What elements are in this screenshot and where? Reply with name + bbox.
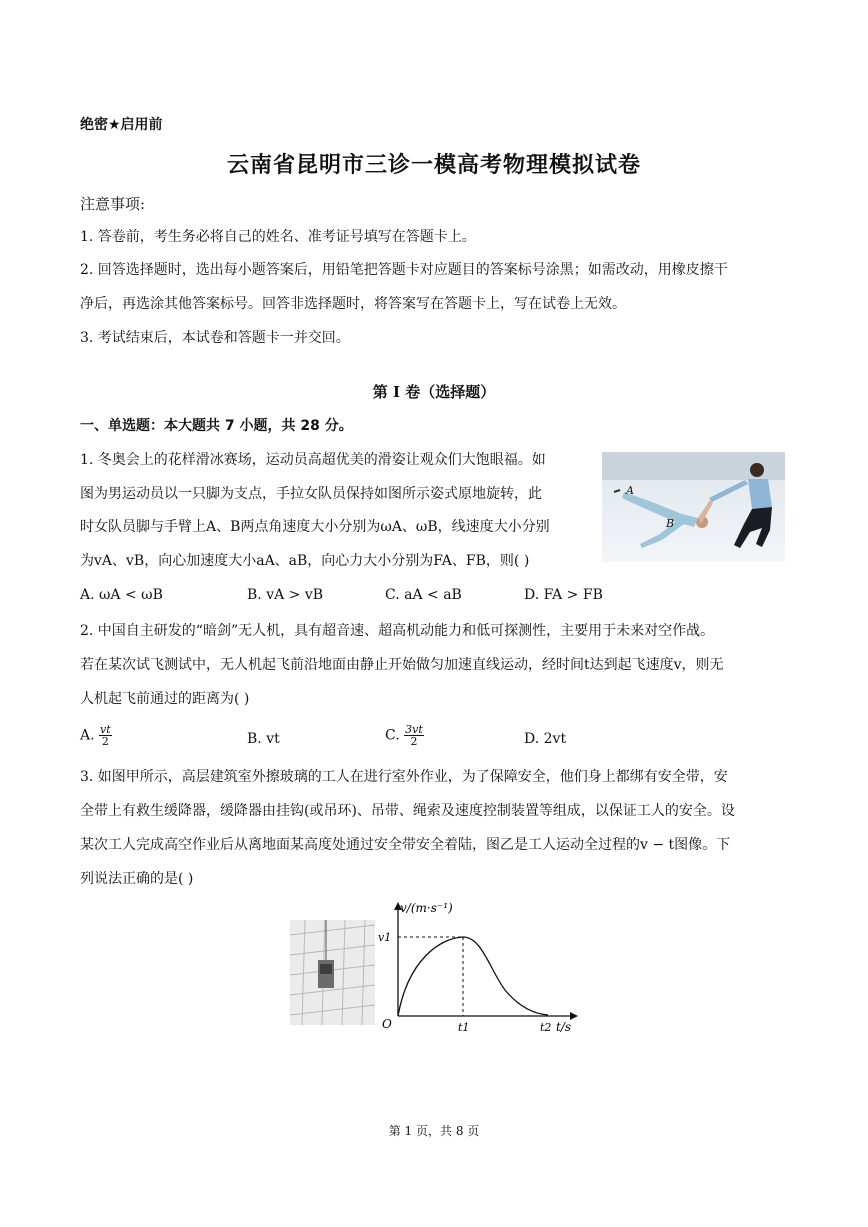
- notice-item: 净后，再选涂其他答案标号。回答非选择题时，将答案写在答题卡上，写在试卷上无效。: [80, 296, 626, 312]
- q2-option-c-prefix: C.: [385, 727, 400, 744]
- fraction-numerator: 3vt: [405, 723, 423, 736]
- notice-heading: 注意事项:: [80, 195, 146, 213]
- q2-option-a[interactable]: [80, 724, 112, 747]
- origin-label: O: [382, 1017, 392, 1031]
- q1-line: 时女队员脚与手臂上A、B两点角速度大小分别为ωA、ωB，线速度大小分别: [80, 519, 550, 535]
- secret-mark: 绝密★启用前: [80, 117, 163, 133]
- q1-line: 图为男运动员以一只脚为支点，手拉女队员保持如图所示姿式原地旋转，此: [80, 486, 542, 502]
- v-t-graph: [370, 900, 580, 1035]
- q2-option-c-fraction: [404, 724, 424, 747]
- q2-line: 若在某次试飞测试中，无人机起飞前沿地面由静止开始做匀加速直线运动，经时间t达到起飞速度v，则无: [80, 657, 724, 673]
- q1-option-c[interactable]: C. aA < aB: [385, 587, 462, 603]
- figure-skating-photo: [602, 452, 785, 562]
- x-axis-label: t/s: [556, 1020, 572, 1034]
- notice-item: 2. 回答选择题时，选出每小题答案后，用铅笔把答题卡对应题目的答案标号涂黑；如需改动，用橡皮擦干: [80, 262, 728, 278]
- section-heading: 一、单选题：本大题共 7 小题，共 28 分。: [80, 418, 353, 434]
- fraction-numerator: vt: [100, 723, 111, 736]
- q3-line: 全带上有救生缓降器，缓降器由挂钩(或吊环)、吊带、绳索及速度控制装置等组成，以保证工人的安全。设: [80, 803, 735, 819]
- x-axis-arrow: [570, 1012, 578, 1020]
- q1-line: 为vA、vB，向心加速度大小aA、aB，向心力大小分别为FA、FB，则( ): [80, 553, 530, 569]
- y-axis-label: v/(m·s⁻¹): [400, 901, 453, 915]
- page-footer: 第 1 页，共 8 页: [388, 1124, 480, 1138]
- q2-option-a-prefix: A.: [80, 727, 95, 744]
- page-title: 云南省昆明市三诊一模高考物理模拟试卷: [226, 153, 641, 178]
- q1-line: 1. 冬奥会上的花样滑冰赛场，运动员高超优美的滑姿让观众们大饱眼福。如: [80, 452, 546, 468]
- q2-option-c[interactable]: [385, 724, 424, 747]
- figure-label-a: A: [626, 484, 634, 497]
- figure-label-b: B: [666, 517, 675, 530]
- fraction-denominator: 2: [410, 735, 418, 748]
- velocity-curve: [398, 937, 548, 1016]
- q1-option-b[interactable]: B. vA > vB: [247, 587, 324, 603]
- q2-line: 2. 中国自主研发的“暗剑”无人机，具有超音速、超高机动能力和低可探测性，主要用于未来对空作战。: [80, 623, 715, 639]
- q2-option-b[interactable]: B. vt: [247, 731, 280, 747]
- q2-option-a-fraction: [99, 724, 112, 747]
- building-worker-photo: [290, 920, 375, 1025]
- part-title: 第 I 卷（选择题）: [372, 383, 496, 401]
- q1-option-a[interactable]: A. ωA < ωB: [80, 587, 163, 603]
- notice-item: 1. 答卷前，考生务必将自己的姓名、准考证号填写在答题卡上。: [80, 229, 476, 245]
- q2-option-d[interactable]: D. 2vt: [524, 731, 567, 747]
- fraction-denominator: 2: [101, 735, 109, 748]
- v1-label: v1: [378, 931, 392, 944]
- q3-line: 某次工人完成高空作业后从离地面某高度处通过安全带安全着陆，图乙是工人运动全过程的v − t图像。下: [80, 837, 731, 853]
- q1-option-d[interactable]: D. FA > FB: [524, 587, 603, 603]
- t2-label: t2: [540, 1021, 552, 1034]
- q3-line: 列说法正确的是( ): [80, 871, 194, 887]
- t1-label: t1: [458, 1021, 470, 1034]
- q3-line: 3. 如图甲所示，高层建筑室外擦玻璃的工人在进行室外作业，为了保障安全，他们身上都绑有安全带，安: [80, 769, 728, 785]
- q2-line: 人机起飞前通过的距离为( ): [80, 691, 250, 707]
- notice-item: 3. 考试结束后，本试卷和答题卡一并交回。: [80, 330, 350, 346]
